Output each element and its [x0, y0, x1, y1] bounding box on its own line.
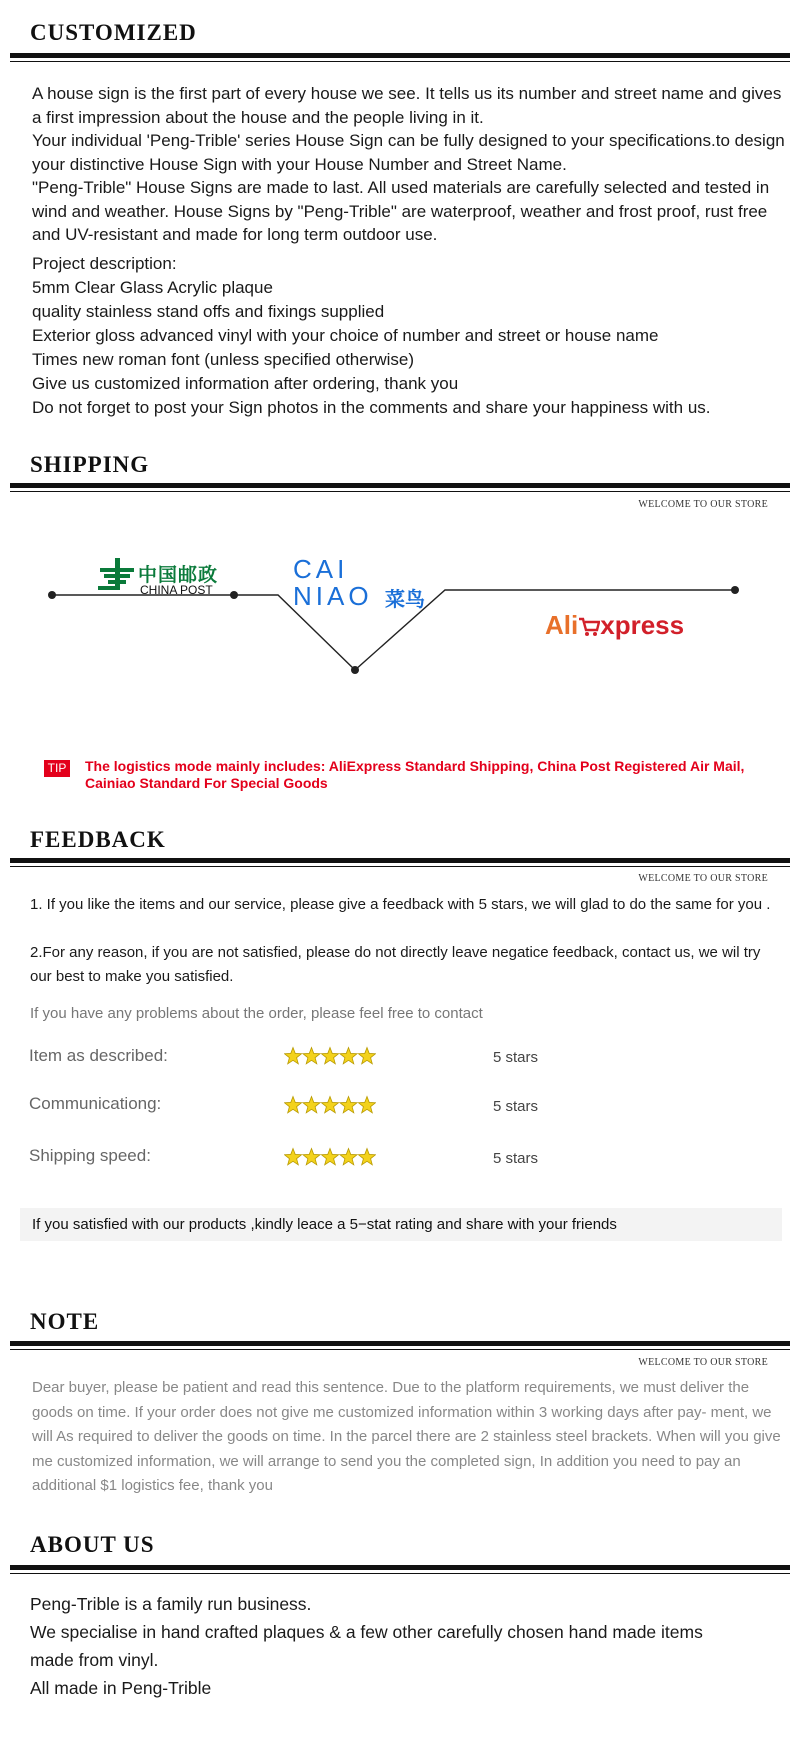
list-item: Project description: [32, 254, 177, 273]
china-post-icon [98, 558, 134, 590]
rating-label-shipping: Shipping speed: [29, 1146, 151, 1165]
welcome-label: WELCOME TO OUR STORE [638, 1357, 768, 1368]
welcome-label: WELCOME TO OUR STORE [638, 499, 768, 510]
feedback-line-1: 1. If you like the items and our service, please give a feedback with 5 stars, we will glad to do the same for you . [30, 896, 771, 913]
rating-label-communication: Communicationg: [29, 1094, 162, 1113]
star-rating-shipping [284, 1147, 376, 1167]
customized-intro-1: A house sign is the first part of every house we see. It tells us its number and street name and gives a first impression about the house and the people living in it. [32, 84, 782, 127]
star-rating-item [284, 1046, 376, 1066]
star-icon [340, 1097, 357, 1113]
rating-value-shipping: 5 stars [493, 1150, 539, 1167]
rating-label-item: Item as described: [29, 1046, 168, 1065]
star-icon [340, 1149, 357, 1165]
cainiao-logo-cn: 菜鸟 [385, 589, 425, 611]
star-icon [303, 1149, 320, 1165]
section-divider [10, 483, 790, 488]
section-divider-thin [10, 491, 790, 492]
star-icon [303, 1048, 320, 1064]
satisfied-text: If you satisfied with our products ,kindly leace a 5−stat rating and share with your friends [32, 1216, 617, 1233]
star-icon [358, 1048, 375, 1064]
section-divider-thin [10, 1349, 790, 1350]
star-icon [358, 1149, 375, 1165]
section-divider [10, 858, 790, 863]
china-post-logo-en: CHINA POST [140, 583, 213, 597]
aliexpress-logo [545, 610, 684, 641]
note-text: Dear buyer, please be patient and read this sentence. Due to the platform requirements, we must deliver the goods on time. If your order does not give me customized information within 3 working days after pay- ment, we will As required to deliver the goods on time. In the parcel there are 2 stainless steel brackets. When will you give me customized information, we will arrange to send you the completed sign, In addition you need to pay an additional $1 logistics fee, thank you [32, 1379, 781, 1494]
section-divider [10, 1341, 790, 1346]
star-icon [340, 1048, 357, 1064]
rating-value-item: 5 stars [493, 1049, 539, 1066]
star-icon [284, 1149, 301, 1165]
section-divider [10, 53, 790, 58]
star-icon [358, 1097, 375, 1113]
customized-intro-2: Your individual 'Peng-Trible' series House Sign can be fully designed to your specifications.to design your distinctive House Sign with your House Number and Street Name. [32, 131, 785, 174]
cainiao-logo-line2: NIAO [293, 581, 373, 611]
rating-value-communication: 5 stars [493, 1098, 539, 1115]
feedback-line-2: 2.For any reason, if you are not satisfied, please do not directly leave negatice feedback, contact us, we wil try our best to make you satisfied. [30, 944, 761, 985]
list-item: quality stainless stand offs and fixings supplied [32, 302, 385, 321]
section-divider-thin [10, 1573, 790, 1574]
section-title-shipping: SHIPPING [30, 452, 150, 477]
section-title-feedback: FEEDBACK [30, 827, 166, 852]
about-line: We specialise in hand crafted plaques & a few other carefully chosen hand made items made from vinyl. [30, 1622, 703, 1670]
star-icon [303, 1097, 320, 1113]
star-icon [284, 1097, 301, 1113]
list-item: Exterior gloss advanced vinyl with your choice of number and street or house name [32, 326, 659, 345]
section-divider-thin [10, 61, 790, 62]
about-text [30, 1590, 750, 1702]
list-item: 5mm Clear Glass Acrylic plaque [32, 278, 273, 297]
section-title-about: ABOUT US [30, 1532, 155, 1557]
star-icon [321, 1149, 338, 1165]
section-title-note: NOTE [30, 1309, 100, 1334]
star-icon [284, 1048, 301, 1064]
star-icon [321, 1048, 338, 1064]
about-line: Peng-Trible is a family run business. [30, 1594, 312, 1614]
cainiao-logo-line1: CAI [293, 554, 349, 584]
cart-icon [578, 615, 600, 637]
tip-text: The logistics mode mainly includes: AliExpress Standard Shipping, China Post Registered Air Mail, Cainiao Standard For Special Goods [85, 758, 745, 791]
star-icon [321, 1097, 338, 1113]
tip-badge: TIP [44, 760, 70, 777]
section-divider-thin [10, 866, 790, 867]
list-item: Give us customized information after ordering, thank you [32, 374, 459, 393]
aliexpress-logo-ali: Ali [545, 610, 579, 640]
list-item: Times new roman font (unless specified otherwise) [32, 350, 415, 369]
contact-line: If you have any problems about the order, please feel free to contact [30, 1005, 483, 1022]
project-description-list [32, 252, 787, 420]
section-divider [10, 1565, 790, 1570]
section-title-customized: CUSTOMIZED [30, 20, 197, 45]
customized-intro-3: "Peng-Trible" House Signs are made to last. All used materials are carefully selected and tested in wind and weather. House Signs by "Peng-Trible" are waterproof, weather and frost proof, rust free and UV-resistant and made for long term outdoor use. [32, 178, 770, 244]
welcome-label: WELCOME TO OUR STORE [638, 873, 768, 884]
about-line: All made in Peng-Trible [30, 1678, 212, 1698]
china-post-logo-cn: 中国邮政 [138, 565, 219, 586]
list-item: Do not forget to post your Sign photos in the comments and share your happiness with us. [32, 398, 711, 417]
aliexpress-logo-xpress: xpress [600, 610, 685, 640]
satisfied-banner [20, 1208, 782, 1241]
star-rating-communication [284, 1095, 376, 1115]
